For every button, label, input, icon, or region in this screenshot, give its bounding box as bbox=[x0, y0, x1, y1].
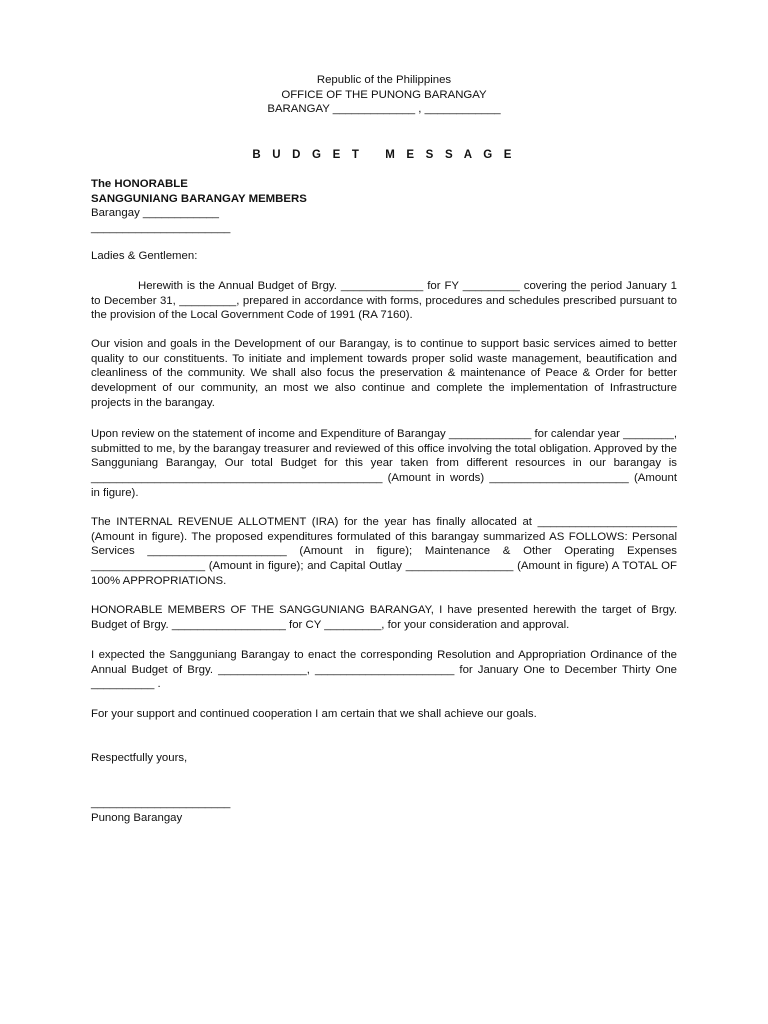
addressee-honorific: The HONORABLE bbox=[91, 178, 188, 190]
letterhead-office: OFFICE OF THE PUNONG BARANGAY bbox=[281, 88, 487, 101]
closing-salutation: Respectfully yours, bbox=[91, 752, 188, 764]
letterhead bbox=[0, 73, 768, 117]
addressee-barangay: Barangay ____________ bbox=[91, 207, 219, 220]
addressee-block bbox=[91, 177, 677, 236]
letterhead-country: Republic of the Philippines bbox=[316, 74, 452, 86]
signature-block bbox=[91, 796, 677, 825]
paragraph-closing-statement: For your support and continued cooperation I am certain that we shall achieve our goals. bbox=[91, 708, 537, 720]
document-title: B U D G E T M E S S A G E bbox=[252, 149, 516, 161]
addressee-blank-line: ______________________ bbox=[91, 222, 231, 235]
paragraph-resolution-request: I expected the Sangguniang Barangay to enact the corresponding Resolution and Appropriation Ordinance of the Annual Budget of Brgy. ______________, ______________________ for January One to December Thirty One __________ . bbox=[91, 649, 677, 691]
signature-line: ______________________ bbox=[91, 797, 231, 809]
addressee-members: SANGGUNIANG BARANGAY MEMBERS bbox=[91, 192, 307, 205]
salutation: Ladies & Gentlemen: bbox=[91, 250, 198, 262]
letterhead-barangay: BARANGAY _____________ , ____________ bbox=[267, 103, 501, 115]
paragraph-budget-intro: Herewith is the Annual Budget of Brgy. _____________ for FY _________ covering the period January 1 to December 31, _________, prepared in accordance with forms, procedures and schedules prescribed pursuant to the provision of the Local Government Code of 1991 (RA 7160). bbox=[91, 280, 677, 322]
paragraph-vision-goals: Our vision and goals in the Development of our Barangay, is to continue to support basic services aimed to better quality to our constituents. To initiate and implement towards proper solid waste management, beautification and cleanliness of the community. We shall also focus the preservation & maintenance of Peace & Order for better development of our community, an most we also continue and complete the implementation of Infrastructure projects in the barangay. bbox=[91, 338, 677, 409]
paragraph-income-review: Upon review on the statement of income and Expenditure of Barangay _____________ for calendar year ________, submitted to me, by the barangay treasurer and reviewed of this office involving the total obligation. Approved by the Sangguniang Barangay, Our total Budget for this year taken from different resources in our barangay is ______________________________________________ (Amount in words) ______________________ (Amount in figure). bbox=[91, 428, 677, 499]
signature-title: Punong Barangay bbox=[91, 811, 183, 824]
paragraph-target-presentation: HONORABLE MEMBERS OF THE SANGGUNIANG BARANGAY, I have presented herewith the target of Brgy. Budget of Brgy. __________________ for CY _________, for your consideration and approval. bbox=[91, 604, 677, 631]
paragraph-ira-allocation: The INTERNAL REVENUE ALLOTMENT (IRA) for the year has finally allocated at ______________________ (Amount in figure). The proposed expenditures formulated of this barangay summarized AS FOLLOWS: Personal Services ______________________ (Amount in figure); Maintenance & Other Operating Expenses __________________ (Amount in figure); and Capital Outlay _________________ (Amount in figure) A TOTAL OF 100% APPROPRIATIONS. bbox=[91, 516, 677, 587]
